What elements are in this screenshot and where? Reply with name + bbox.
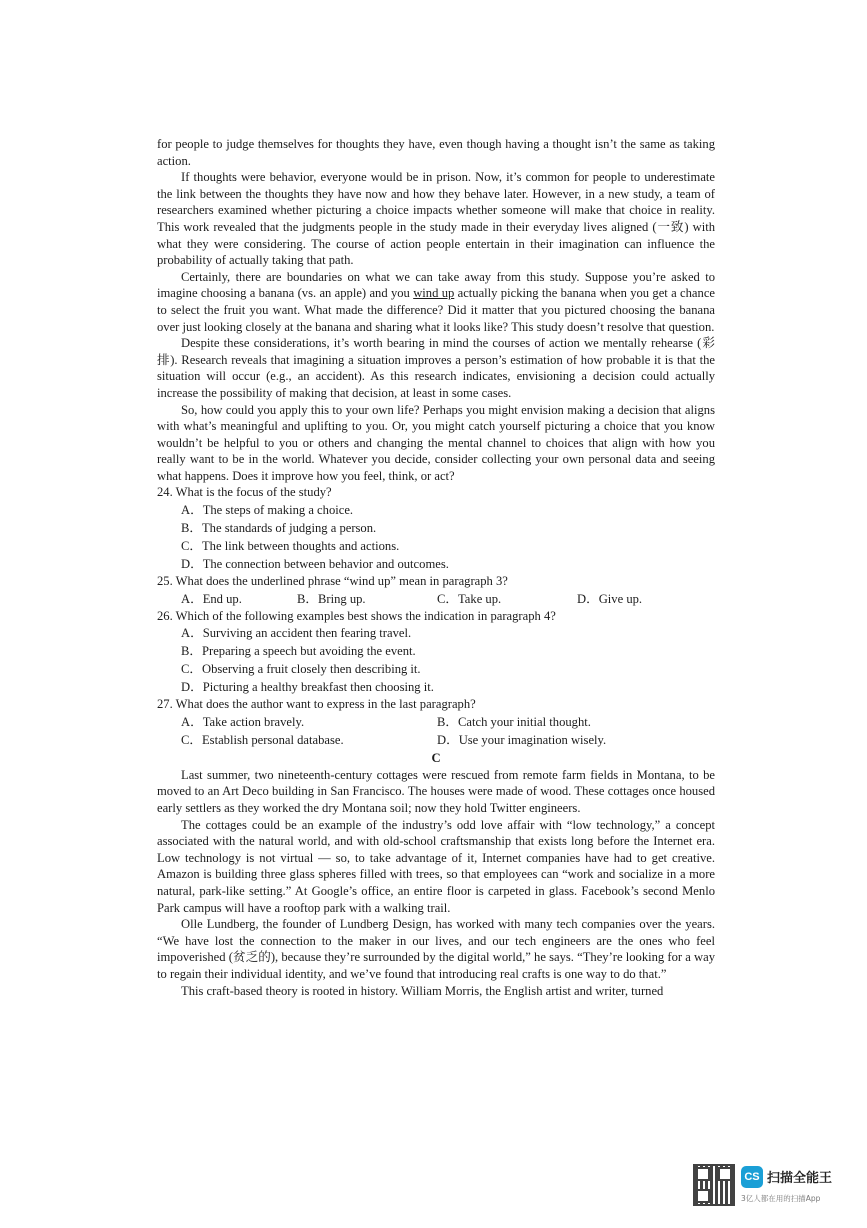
qr-code-icon — [693, 1164, 735, 1206]
question-25-stem: 25. What does the underlined phrase “wind up” mean in paragraph 3? — [157, 574, 508, 589]
question-25-option-b: B．Bring up. — [297, 591, 366, 606]
question-24-stem: 24. What is the focus of the study? — [157, 485, 332, 500]
paragraph-b0: for people to judge themselves for thoughts they have, even though having a thought isn’t the same as taking action. — [157, 137, 715, 168]
question-25-option-d: D．Give up. — [577, 591, 643, 606]
paragraph-b2-part2: actually picking the banana when you get a chance to select the fruit you want. What made the difference? Did it matter that you pictured choosing the banana over just looking closely at the banana and sharing what it looks like? This study doesn’t resolve that question. — [157, 286, 715, 334]
question-27-stem: 27. What does the author want to express in the last paragraph? — [157, 697, 476, 712]
question-25-options — [181, 590, 715, 608]
scanner-brand-name: 扫描全能王 — [767, 1171, 833, 1186]
question-26-option-c: C．Observing a fruit closely then describing it. — [181, 662, 421, 677]
question-27-options-row1 — [181, 713, 715, 731]
section-c-heading: C — [431, 750, 441, 765]
question-26-option-a: A．Surviving an accident then fearing travel. — [181, 626, 412, 641]
question-26-stem: 26. Which of the following examples best shows the indication in paragraph 4? — [157, 608, 556, 623]
paragraph-b1: If thoughts were behavior, everyone would be in prison. Now, it’s common for people to underestimate the link between the thoughts they have now and how they behave later. However, in a new study, a team of researchers examined whether picturing a choice impacts whether someone will make that choice in reality. This work revealed that the judgments people in the study made in their everyday lives aligned (一致) with what they were considering. The course of action people entertain in their imagination can influence the probability of actually taking that path. — [157, 170, 715, 268]
question-24-option-d: D．The connection between behavior and outcomes. — [181, 557, 449, 572]
paragraph-c1: Last summer, two nineteenth-century cottages were rescued from remote farm fields in Montana, to be moved to an Art Deco building in San Francisco. The houses were made of wood. These cottages once housed early settlers as they worked the dry Montana soil; now they hold Twitter engineers. — [157, 767, 715, 816]
question-24-option-a: A．The steps of making a choice. — [181, 503, 354, 518]
camscanner-logo-icon: CS — [741, 1166, 763, 1188]
question-27-option-d: D．Use your imagination wisely. — [437, 732, 607, 747]
paragraph-c4: This craft-based theory is rooted in history. William Morris, the English artist and writer, turned — [181, 983, 664, 998]
question-24-option-b: B．The standards of judging a person. — [181, 521, 377, 536]
paragraph-b4: So, how could you apply this to your own life? Perhaps you might envision making a decision that aligns with what’s meaningful and uplifting to you. Or, you might catch yourself picturing a choice that you know wouldn’t be helpful to you or others and changing the mental channel to choices that align with how you really want to be in the world. Whatever you decide, consider collecting your own personal data and seeing what happens. Does it improve how you feel, think, or act? — [157, 402, 715, 483]
question-24-option-c: C．The link between thoughts and actions. — [181, 539, 400, 554]
scanner-tagline: 3亿人都在用的扫描App — [741, 1194, 821, 1203]
question-26-option-b: B．Preparing a speech but avoiding the event. — [181, 644, 416, 659]
paragraph-c3: Olle Lundberg, the founder of Lundberg Design, has worked with many tech companies over the years. “We have lost the connection to the maker in our lives, and our tech engineers are the ones who feel impoverished (贫乏的), because they’re surrounded by the digital world,” he says. “They’re looking for a way to regain their individual identity, and we’ve found that introducing real crafts is one way to do that.” — [157, 917, 715, 981]
paragraph-c2: The cottages could be an example of the industry’s odd love affair with “low technology,” a concept associated with the natural world, and with old-school craftsmanship that exists long before the Internet era. Low technology is not virtual — so, to take advantage of it, Internet companies have had to get creative. Amazon is building three glass spheres filled with trees, so that employees can “work and socialize in a more natural, park-like setting.” At Google’s office, an entire floor is carpeted in glass. Facebook’s second Menlo Park campus will have a rooftop park with a walking trail. — [157, 817, 715, 915]
question-27-option-b: B．Catch your initial thought. — [437, 714, 591, 729]
underlined-phrase: wind up — [413, 286, 455, 301]
paragraph-b3: Despite these considerations, it’s worth bearing in mind the courses of action we mentally rehearse (彩排). Research reveals that imagining a situation improves a person’s estimation of how probable it is that the situation will occur (e.g., an accident). As this research indicates, envisioning a decision could actually increase the possibility of making that decision, at least in some cases. — [157, 336, 715, 400]
question-25-option-a: A．End up. — [181, 591, 242, 606]
question-25-option-c: C．Take up. — [437, 591, 502, 606]
exam-page — [157, 136, 715, 999]
paragraph-b2-part1: Certainly, there are boundaries on what we can take away from this study. Suppose you’re asked to imagine choosing a banana (vs. an apple) and you — [157, 269, 715, 301]
question-27-option-a: A．Take action bravely. — [181, 714, 305, 729]
scanner-watermark — [693, 1164, 853, 1212]
question-27-options-row2 — [181, 731, 715, 749]
question-27-option-c: C．Establish personal database. — [181, 732, 344, 747]
question-26-option-d: D．Picturing a healthy breakfast then choosing it. — [181, 680, 434, 695]
paragraph-b2 — [157, 269, 715, 335]
